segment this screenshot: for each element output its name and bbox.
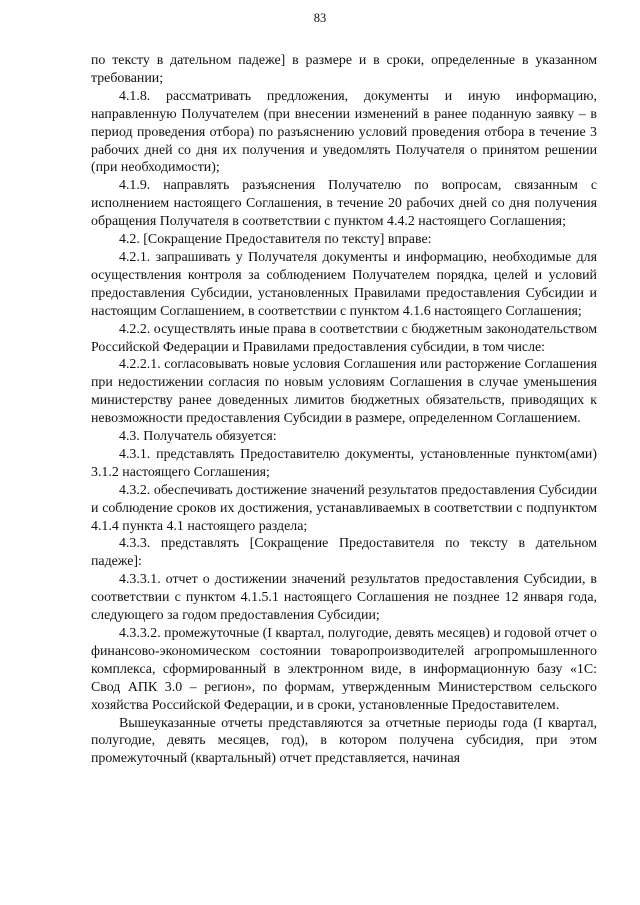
paragraph: Вышеуказанные отчеты представляются за отчетные периоды года (I квартал, полугодие, девять месяцев, год), в котором получена субсидия, при этом промежуточный (квартальный) отчет представляется, начиная [91,715,597,767]
paragraph: 4.1.9. направлять разъяснения Получателю по вопросам, связанным с исполнением настоящего Соглашения, в течение 20 рабочих дней со дня получения обращения Получателя в соответствии с пунктом 4.4.2 настоящего Соглашения; [91,178,597,230]
paragraph: 4.3.3.1. отчет о достижении значений результатов предоставления Субсидии, в соответствии с пунктом 4.1.5.1 настоящего Соглашения не позднее 12 января года, следующего за годом предоставления Субсидии; [91,572,597,624]
paragraph: 4.2.2. осуществлять иные права в соответствии с бюджетным законодательством Российской Федерации и Правилами предоставления субсидии, в том числе: [91,321,597,355]
paragraph: по тексту в дательном падеже] в размере и в сроки, определенные в указанном требовании; [91,53,597,86]
paragraph: 4.3.3. представлять [Сокращение Предоставителя по тексту в дательном падеже]: [91,536,597,570]
document-body [91,52,597,768]
paragraph: 4.3. Получатель обязуется: [119,429,277,445]
paragraph: 4.1.8. рассматривать предложения, документы и иную информацию, направленную Получателем (при внесении изменений в ранее поданную заявку – в период проведения отбора) по разъяснению условий проведения отбора в течение 3 рабочих дней со дня их получения и уведомлять Получателя о принятом решении (при необходимости); [91,88,597,176]
page-number: 83 [313,11,327,25]
paragraph: 4.3.3.2. промежуточные (I квартал, полугодие, девять месяцев) и годовой отчет о финансово-экономическом состоянии товаропроизводителей агропромышленного комплекса, сформированный в электронном виде, в информационную базу «1С: Свод АПК 3.0 – регион», по формам, утвержденным Министерством сельского хозяйства Российской Федерации, и в сроки, установленные Предоставителем. [91,626,597,713]
paragraph: 4.3.1. представлять Предоставителю документы, установленные пунктом(ами) 3.1.2 настоящего Соглашения; [91,446,597,480]
paragraph: 4.2. [Сокращение Предоставителя по тексту] вправе: [119,232,432,248]
paragraph: 4.2.1. запрашивать у Получателя документы и информацию, необходимые для осуществления контроля за соблюдением Получателем порядка, целей и условий предоставления Субсидии, установленных Правилами предоставления Субсидии и настоящим Соглашением, в соответствии с пунктом 4.1.6 настоящего Соглашения; [91,249,597,319]
paragraph: 4.3.2. обеспечивать достижение значений результатов предоставления Субсидии и соблюдение сроков их достижения, устанавливаемых в соответствии с подпунктом 4.1.4 пункта 4.1 настоящего раздела; [91,482,597,534]
paragraph: 4.2.2.1. согласовывать новые условия Соглашения или расторжение Соглашения при недостижении согласия по новым условиям Соглашения в случае уменьшения министерству ранее доведенных лимитов бюджетных обязательств, приводящих к невозможности предоставления Субсидии в размере, определенном Соглашением. [91,357,597,427]
